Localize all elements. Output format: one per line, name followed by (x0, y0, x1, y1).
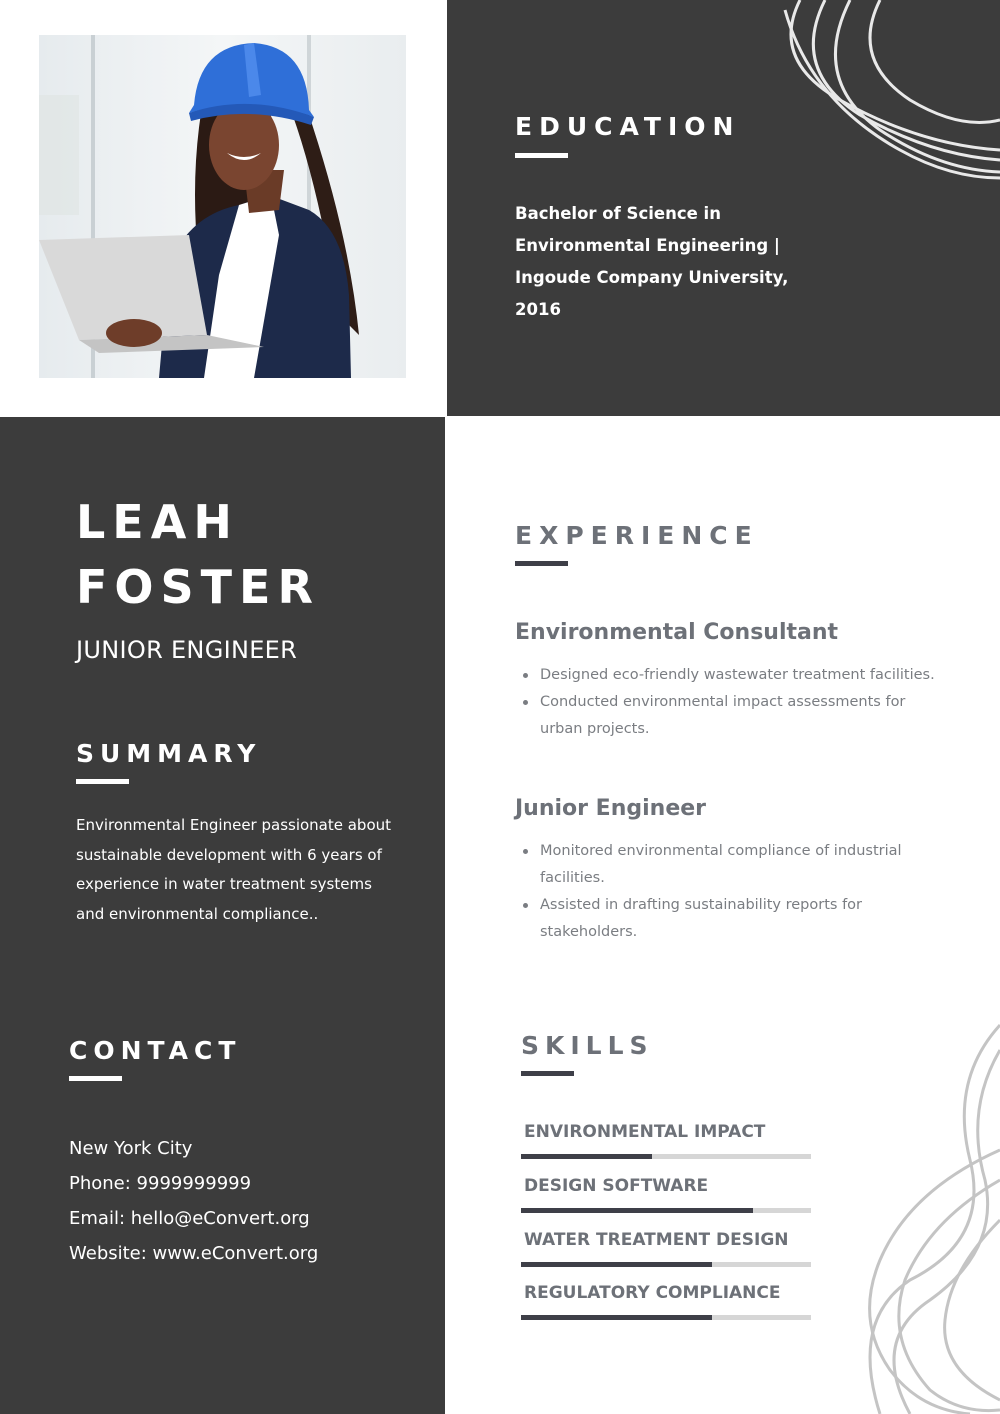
experience-bullets (515, 662, 935, 743)
education-underline (515, 153, 568, 158)
skill-bar-track (521, 1315, 811, 1320)
profile-photo (39, 35, 406, 378)
contact-underline (69, 1076, 122, 1081)
skill-item (521, 1176, 811, 1213)
last-name: FOSTER (76, 560, 320, 614)
contact-website[interactable]: Website: www.eConvert.org (69, 1243, 319, 1264)
skill-item (521, 1283, 811, 1320)
skill-bar-fill (521, 1208, 753, 1213)
contact-location: New York City (69, 1138, 193, 1159)
skill-bar-track (521, 1262, 811, 1267)
contact-heading: CONTACT (69, 1036, 242, 1065)
skill-bar-track (521, 1208, 811, 1213)
experience-bullet: Monitored environmental compliance of industrial facilities. (515, 838, 935, 892)
experience-bullet: Conducted environmental impact assessments for urban projects. (515, 689, 935, 743)
contact-list (69, 1131, 318, 1271)
skill-bar-fill (521, 1315, 712, 1320)
skills-underline (521, 1071, 574, 1076)
experience-heading: EXPERIENCE (515, 521, 759, 550)
experience-item (515, 620, 935, 743)
job-title: JUNIOR ENGINEER (76, 636, 298, 664)
skill-bar-fill (521, 1262, 712, 1267)
skill-bar-track (521, 1154, 811, 1159)
decorative-curves-icon (850, 1020, 1000, 1414)
experience-bullets (515, 838, 935, 946)
summary-text: Environmental Engineer passionate about sustainable development with 6 years of experience in water treatment systems and environmental compliance.. (76, 816, 392, 923)
experience-item (515, 796, 935, 946)
skill-bar-fill (521, 1154, 652, 1159)
experience-bullet: Assisted in drafting sustainability reports for stakeholders. (515, 892, 935, 946)
experience-bullet: Designed eco-friendly wastewater treatment facilities. (515, 662, 935, 689)
decorative-lines-icon (780, 0, 1000, 180)
skill-item (521, 1122, 811, 1159)
skills-heading: SKILLS (521, 1031, 654, 1060)
education-text: Bachelor of Science in Environmental Engineering | Ingoude Company University, 2016 (515, 204, 789, 319)
contact-email[interactable]: Email: hello@eConvert.org (69, 1208, 310, 1229)
portrait-photo-icon (39, 35, 406, 378)
skill-label: REGULATORY COMPLIANCE (524, 1283, 781, 1303)
contact-phone: Phone: 9999999999 (69, 1173, 252, 1194)
first-name: LEAH (76, 495, 239, 549)
summary-heading: SUMMARY (76, 739, 262, 768)
summary-underline (76, 779, 129, 784)
experience-underline (515, 561, 568, 566)
skill-label: DESIGN SOFTWARE (524, 1176, 709, 1196)
experience-job-title: Environmental Consultant (515, 620, 839, 645)
skill-item (521, 1230, 811, 1267)
experience-job-title: Junior Engineer (515, 796, 707, 821)
skill-label: ENVIRONMENTAL IMPACT (524, 1122, 766, 1142)
education-heading: EDUCATION (515, 112, 741, 141)
skill-label: WATER TREATMENT DESIGN (524, 1230, 789, 1250)
